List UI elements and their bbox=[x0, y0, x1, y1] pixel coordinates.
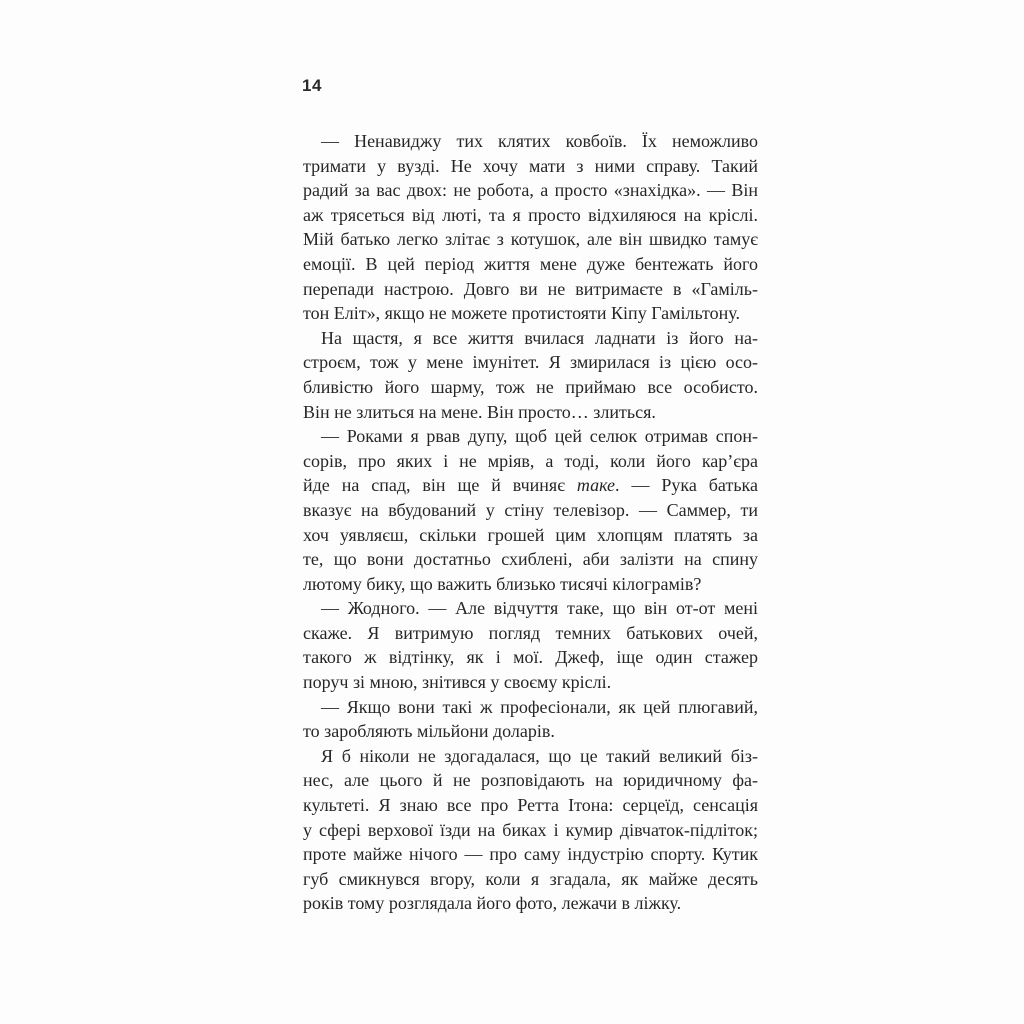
text-line: строєм, тож у мене імунітет. Я змирилася із цією осо- bbox=[303, 352, 758, 373]
text-line: Мій батько легко злітає з котушок, але він швидко тамує bbox=[303, 229, 758, 250]
text-line: у сфері верхової їзди на биках і кумир дівчаток-підліток; bbox=[303, 819, 758, 840]
text-line: На щастя, я все життя вчилася ладнати із його на- bbox=[321, 327, 758, 348]
text-line: Він не злиться на мене. Він просто… злиться. bbox=[303, 401, 656, 422]
text-line: хоч уявляєш, скільки грошей цим хлопцям платять за bbox=[303, 524, 758, 545]
text-line: лютому бику, що важить близько тисячі кілограмів? bbox=[303, 573, 702, 594]
text-line: аж трясеться від люті, та я просто відхиляюся на кріслі. bbox=[303, 204, 758, 225]
text-line: — Жодного. — Але відчуття таке, що він от-от мені bbox=[321, 598, 758, 619]
text-line: проте майже нічого — про саму індустрію спорту. Кутик bbox=[303, 844, 758, 865]
text-line: те, що вони достатньо схиблені, аби залізти на спину bbox=[303, 549, 758, 570]
text-line: вказує на вбудований у стіну телевізор. — Саммер, ти bbox=[303, 499, 758, 520]
text-line: — Роками я рвав дупу, щоб цей селюк отримав спон- bbox=[321, 426, 758, 447]
text-line: — Ненавиджу тих клятих ковбоїв. Їх неможливо bbox=[321, 131, 758, 151]
text-line: поруч зі мною, знітився у своєму кріслі. bbox=[303, 672, 612, 693]
text-line: нес, але цього й не розповідають на юридичному фа- bbox=[303, 770, 758, 791]
text-line: тримати у вузді. Не хочу мати з ними справу. Такий bbox=[303, 155, 758, 176]
page-number: 14 bbox=[302, 76, 322, 95]
text-line: емоції. В цей період життя мене дуже бентежать його bbox=[303, 253, 758, 274]
text-line: бливістю його шарму, тож не приймаю все особисто. bbox=[303, 376, 758, 397]
text-line: йде на спад, він ще й вчиняє таке. — Рука батька bbox=[303, 475, 758, 496]
text-line: губ смикнувся вгору, коли я згадала, як майже десять bbox=[303, 868, 758, 889]
text-line: років тому розглядала його фото, лежачи в ліжку. bbox=[303, 893, 682, 914]
text-line: — Якщо вони такі ж професіонали, як цей плюгавий, bbox=[321, 696, 758, 717]
text-line: сорів, про яких і не мріяв, а тоді, коли його кар’єра bbox=[303, 450, 758, 471]
text-line: скаже. Я витримую погляд темних батькових очей, bbox=[303, 622, 758, 643]
text-line: тон Еліт», якщо не можете протистояти Кіпу Гамільтону. bbox=[303, 303, 740, 324]
text-line: перепади настрою. Довго ви не витримаєте в «Гаміль- bbox=[303, 278, 758, 299]
page-text bbox=[303, 129, 758, 916]
text-line: Я б ніколи не здогадалася, що це такий великий біз- bbox=[321, 745, 758, 766]
text-line: радий за вас двох: не робота, а просто «знахідка». — Він bbox=[303, 180, 758, 201]
text-line: то заробляють мільйони доларів. bbox=[303, 721, 555, 742]
text-line: культеті. Я знаю все про Ретта Ітона: серцеїд, сенсація bbox=[303, 795, 758, 816]
text-line: такого ж відтінку, як і мої. Джеф, іще один стажер bbox=[303, 647, 758, 668]
